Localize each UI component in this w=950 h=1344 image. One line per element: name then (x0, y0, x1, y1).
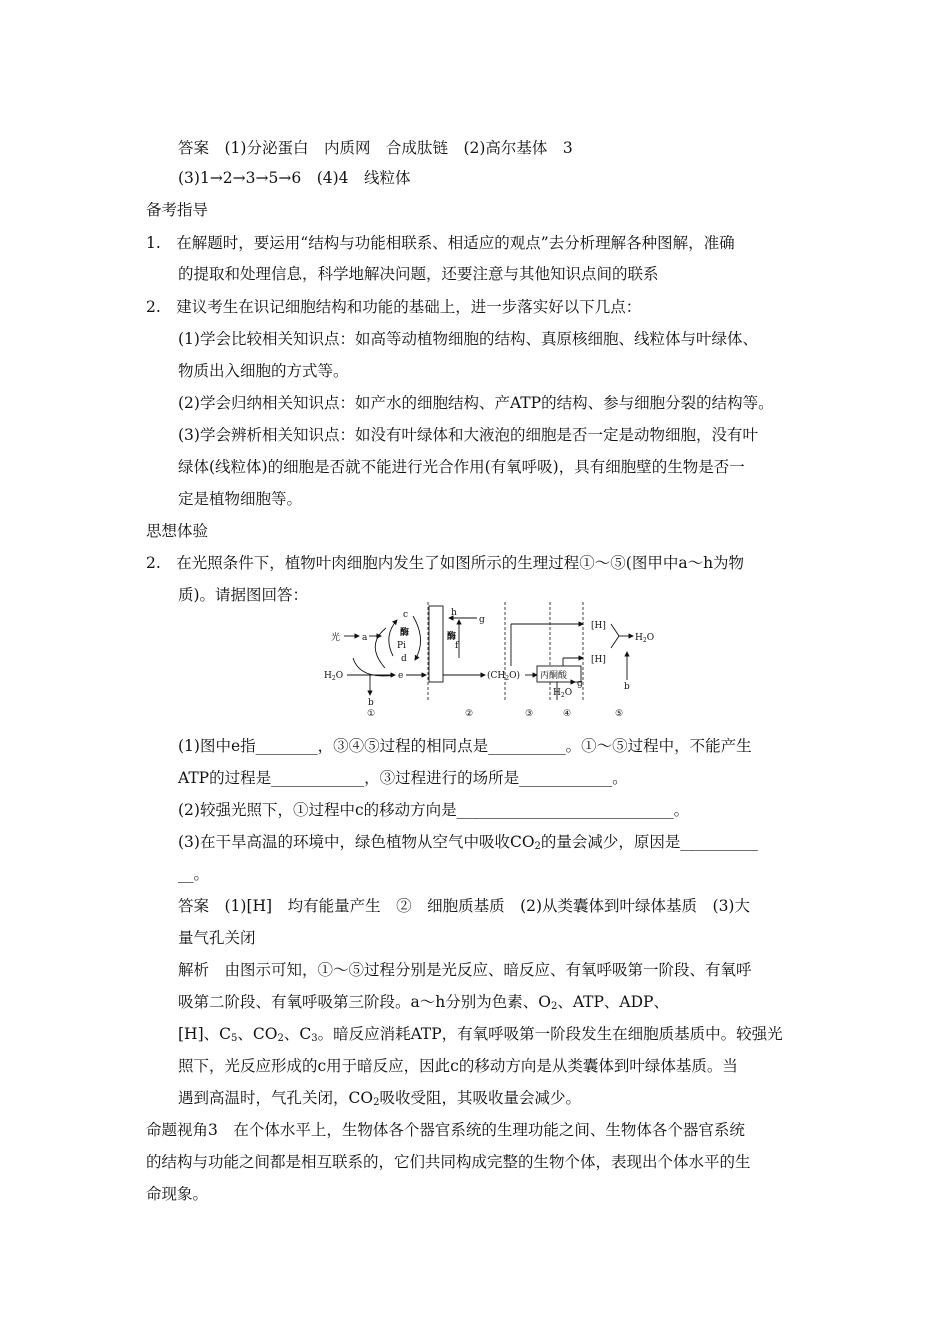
label-e: e (398, 671, 404, 681)
label-enzyme-2: 酶 (447, 632, 457, 642)
label-a: a (362, 633, 368, 643)
perspective-3-line-3: 命现象。 (146, 1185, 209, 1203)
analysis-line-3: [H]、$C_5$、$CO_2$、$C_3$。暗反应消耗ATP，有氧呼吸第一阶段发生在细胞质基质中。较强光 (178, 1025, 783, 1044)
label-h2o-2: $H_2O$ (553, 688, 573, 699)
label-light: 光 (331, 633, 341, 643)
guide-item-1-line-2: 的提取和处理信息，科学地解决问题，还要注意与其他知识点间的联系 (178, 265, 659, 283)
guide-point-2: (2)学会归纳相关知识点：如产水的细胞结构、产ATP的结构、参与细胞分裂的结构等。 (178, 394, 774, 412)
label-pi: Pi (397, 641, 406, 651)
label-h: h (451, 608, 457, 618)
label-step-1: ① (367, 709, 376, 719)
label-b-1: b (368, 698, 374, 708)
photosynthesis-respiration-diagram (315, 600, 660, 722)
label-H-2: [H] (591, 655, 606, 665)
label-step-4: ④ (563, 709, 572, 719)
answer-line-1: 答案 (1)分泌蛋白 内质网 合成肽链 (2)高尔基体 3 (178, 139, 573, 157)
question-2-part-1-line-2: ATP的过程是____________，③过程进行的场所是____________。 (178, 769, 628, 787)
label-c: c (403, 610, 409, 620)
question-2-line-1: 2. 在光照条件下，植物叶肉细胞内发生了如图所示的生理过程①～⑤(图甲中a～h为物 (146, 554, 745, 572)
guide-point-3-line-3: 定是植物细胞等。 (178, 490, 303, 508)
label-g-1: g (479, 615, 485, 625)
label-H-1: [H] (591, 621, 606, 631)
label-f: f (455, 641, 459, 651)
guide-item-2: 2. 建议考生在识记细胞结构和功能的基础上，进一步落实好以下几点： (146, 298, 642, 316)
label-h2o-3: $H_2O$ (635, 633, 655, 644)
label-pyruvate: 丙酮酸 (540, 671, 568, 681)
section-heading-practice: 思想体验 (146, 522, 209, 540)
label-enzyme-1: 酶 (400, 628, 410, 638)
label-ch2o: $(CH_2O)$ (487, 671, 520, 682)
label-step-5: ⑤ (615, 709, 624, 719)
guide-point-1-line-2: 物质出入细胞的方式等。 (178, 362, 349, 380)
analysis-line-4: 照下，光反应形成的c用于暗反应，因此c的移动方向是从类囊体到叶绿体基质。当 (178, 1057, 738, 1075)
question-2-part-3-line-1: (3)在干旱高温的环境中，绿色植物从空气中吸收$CO_2$的量会减少，原因是__________ (178, 833, 758, 852)
question-2-part-1-line-1: (1)图中e指________，③④⑤过程的相同点是__________。①～⑤过程中，不能产生 (178, 737, 752, 755)
guide-point-3-line-1: (3)学会辨析相关知识点：如没有叶绿体和大液泡的细胞是否一定是动物细胞，没有叶 (178, 426, 758, 444)
label-step-2: ② (465, 709, 474, 719)
guide-point-1-line-1: (1)学会比较相关知识点：如高等动植物细胞的结构、真原核细胞、线粒体与叶绿体、 (178, 330, 758, 348)
perspective-3-line-1: 命题视角3 在个体水平上，生物体各个器官系统的生理功能之间、生物体各个器官系统 (146, 1121, 745, 1139)
label-step-3: ③ (525, 709, 534, 719)
answer-line-2: (3)1→2→3→5→6 (4)4 线粒体 (178, 169, 411, 187)
label-d: d (401, 654, 407, 664)
question-2-line-2: 质)。请据图回答： (178, 586, 309, 604)
answer-2-line-1: 答案 (1)[H] 均有能量产生 ② 细胞质基质 (2)从类囊体到叶绿体基质 (3)大 (178, 897, 750, 915)
analysis-line-5: 遇到高温时，气孔关闭，$CO_2$吸收受阻，其吸收量会减少。 (178, 1089, 581, 1108)
guide-point-3-line-2: 绿体(线粒体)的细胞是否就不能进行光合作用(有氧呼吸)，具有细胞壁的生物是否一 (178, 458, 745, 476)
question-2-part-2: (2)较强光照下，①过程中c的移动方向是____________________________。 (178, 801, 690, 819)
label-g-2: g (577, 679, 583, 689)
answer-2-line-2: 量气孔关闭 (178, 929, 256, 947)
analysis-line-1: 解析 由图示可知，①～⑤过程分别是光反应、暗反应、有氧呼吸第一阶段、有氧呼 (178, 961, 752, 979)
label-h2o-1: $H_2O$ (324, 671, 344, 682)
section-heading-exam-guide: 备考指导 (146, 201, 209, 219)
perspective-3-line-2: 的结构与功能之间都是相互联系的，它们共同构成完整的生物个体，表现出个体水平的生 (146, 1153, 751, 1171)
label-b-2: b (624, 682, 630, 692)
guide-item-1-line-1: 1. 在解题时，要运用“结构与功能相联系、相适应的观点”去分析理解各种图解，准确 (146, 234, 735, 252)
analysis-line-2: 吸第二阶段、有氧呼吸第三阶段。a～h分别为色素、$O_2$、ATP、ADP、 (178, 993, 669, 1012)
question-2-part-3-line-2: __。 (178, 865, 210, 883)
